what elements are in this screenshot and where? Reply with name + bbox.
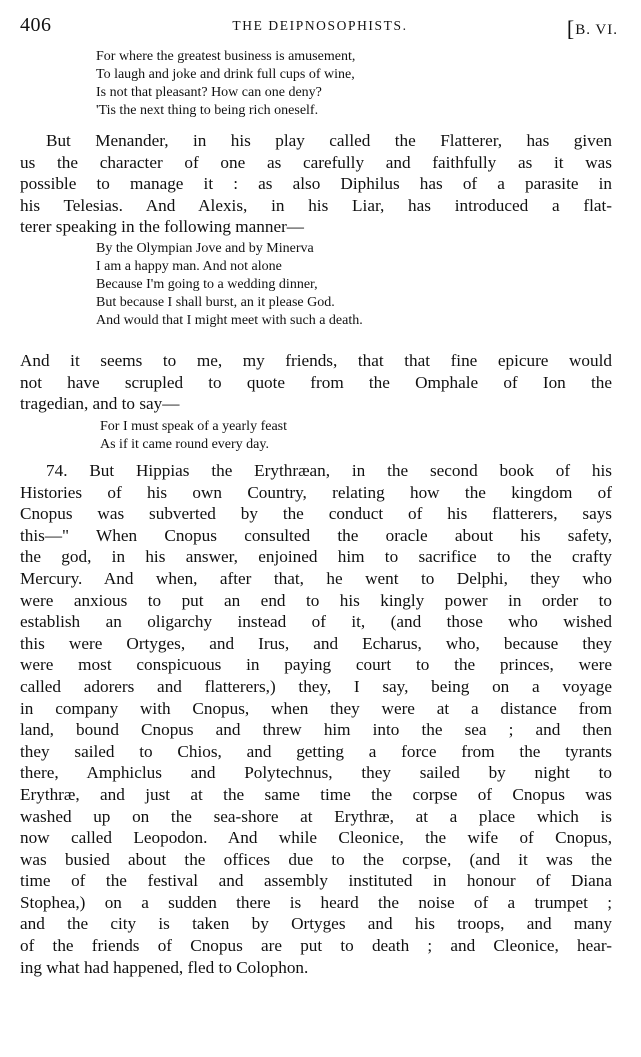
text-line: possible to manage it : as also Diphilus has of a parasite in [20, 174, 612, 194]
verse-line: I am a happy man. And not alone [96, 259, 282, 274]
text-line: terer speaking in the following manner— [20, 217, 304, 237]
text-line: And it seems to me, my friends, that that fine epicure would [20, 351, 612, 370]
text-line: of the friends of Cnopus are put to death ; and Cleonice, hear- [20, 936, 612, 956]
paragraph-hippias [20, 460, 612, 978]
verse-line: To laugh and joke and drink full cups of wine, [96, 67, 355, 82]
paragraph-epicure [20, 350, 612, 415]
text-line: the god, in his answer, enjoined him to sacrifice to the crafty [20, 547, 612, 567]
page-number: 406 [20, 14, 52, 36]
verse-line: By the Olympian Jove and by Minerva [96, 241, 314, 256]
paragraph-menander [20, 130, 612, 238]
verse-line: But because I shall burst, an it please God. [96, 295, 335, 310]
text-line: time of the festival and assembly instituted in honour of Diana [20, 871, 612, 891]
verse-line: As if it came round every day. [100, 437, 269, 452]
text-line: now called Leopodon. And while Cleonice, the wife of Cnopus, [20, 828, 612, 848]
verse-quote-3 [100, 418, 600, 454]
text-line: Stophea,) on a sudden there is heard the noise of a trumpet ; [20, 892, 612, 912]
verse-line: And would that I might meet with such a death. [96, 313, 363, 328]
page-header [20, 14, 620, 40]
book-reference-bracket: [ [566, 16, 576, 41]
text-line: Histories of his own Country, relating how the kingdom of [20, 482, 612, 502]
verse-line: Because I'm going to a wedding dinner, [96, 277, 318, 292]
text-line: establish an oligarchy instead of it, (and those who wished [20, 612, 612, 632]
verse-quote-1 [96, 48, 596, 120]
text-line: was busied about the offices due to the corpse, (and it was the [20, 849, 612, 869]
text-line: us the character of one as carefully and faithfully as it was [20, 152, 612, 172]
text-line: were anxious to put an end to his kingly power in order to [20, 590, 612, 610]
verse-line: 'Tis the next thing to being rich oneself. [96, 103, 319, 118]
text-line: 74. But Hippias the Erythræan, in the second book of his [46, 461, 612, 480]
verse-line: For I must speak of a yearly feast [100, 419, 287, 434]
book-reference-text: B. VI. [575, 22, 618, 38]
verse-line: For where the greatest business is amusement, [96, 49, 356, 64]
text-line: not have scrupled to quote from the Omphale of Ion the [20, 372, 612, 392]
verse-line: Is not that pleasant? How can one deny? [96, 85, 322, 100]
text-line: and the city is taken by Ortyges and his troops, and many [20, 914, 612, 934]
text-line: his Telesias. And Alexis, in his Liar, has introduced a flat- [20, 195, 612, 215]
text-line: But Menander, in his play called the Flatterer, has given [46, 131, 612, 150]
text-line: in company with Cnopus, when they were at a distance from [20, 698, 612, 718]
text-line: this were Ortyges, and Irus, and Echarus, who, because they [20, 633, 612, 653]
text-line: this—" When Cnopus consulted the oracle about his safety, [20, 525, 612, 545]
verse-quote-2 [96, 240, 596, 330]
text-line: washed up on the sea-shore at Erythræ, at a place which is [20, 806, 612, 826]
text-line: called adorers and flatterers,) they, I say, being on a voyage [20, 676, 612, 696]
text-line: land, bound Cnopus and threw him into the sea ; and then [20, 720, 612, 740]
text-line: Mercury. And when, after that, he went to Delphi, they who [20, 568, 612, 588]
text-line: there, Amphiclus and Polytechnus, they sailed by night to [20, 763, 612, 783]
running-title: THE DEIPNOSOPHISTS. [232, 18, 408, 33]
book-reference [567, 14, 618, 40]
text-line: Erythræ, and just at the same time the corpse of Cnopus was [20, 784, 612, 804]
text-line: tragedian, and to say— [20, 394, 180, 414]
text-line: Cnopus was subverted by the conduct of his flatterers, says [20, 504, 612, 524]
text-line: they sailed to Chios, and getting a force from the tyrants [20, 741, 612, 761]
text-line: ing what had happened, fled to Colophon. [20, 957, 309, 977]
text-line: were most conspicuous in paying court to the princes, were [20, 655, 612, 675]
